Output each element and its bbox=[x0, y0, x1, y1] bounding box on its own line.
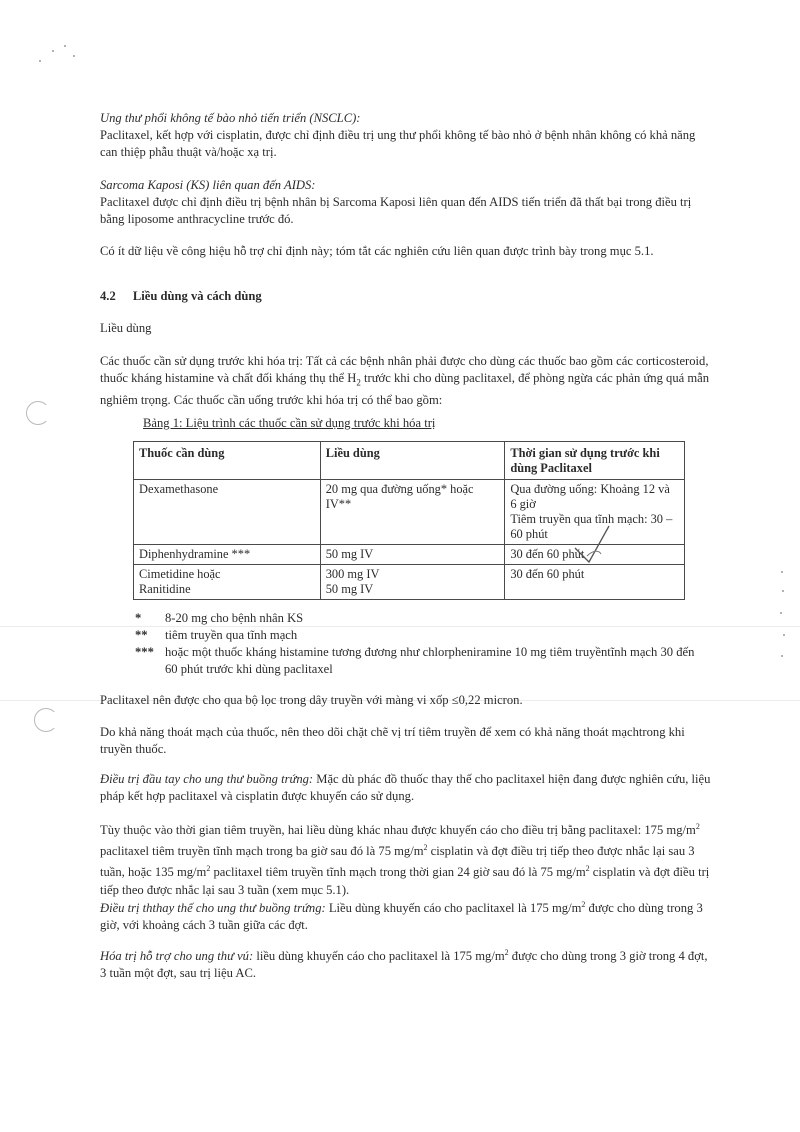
table-cell: 300 mg IV 50 mg IV bbox=[320, 565, 505, 600]
footnote-text: tiêm truyền qua tĩnh mạch bbox=[165, 628, 298, 642]
ovarian-second-line-text: Liều dùng khuyến cáo cho paclitaxel là 175 mg/m bbox=[325, 901, 582, 916]
kaposi-heading: Sarcoma Kaposi (KS) liên quan đến AIDS: bbox=[100, 178, 316, 192]
dosing-text: cisplatin và đợt điều trị tiếp theo được nhắc lại sau 3 tuần, hoặc 135 mg/m bbox=[100, 844, 695, 880]
table-cell: 50 mg IV bbox=[320, 545, 505, 565]
efficacy-note: Có ít dữ liệu về công hiệu hỗ trợ chỉ định này; tóm tắt các nghiên cứu liên quan được trình bày trong mục 5.1. bbox=[100, 244, 654, 258]
table-cell: Dexamethasone bbox=[134, 480, 321, 545]
superscript: 2 bbox=[695, 822, 700, 831]
speck bbox=[52, 50, 54, 52]
ovarian-first-line-lead: Điều trị đầu tay cho ung thư buồng trứng: bbox=[100, 772, 314, 786]
table-cell: 30 đến 60 phút bbox=[505, 565, 685, 600]
premed-subscript: 2 bbox=[356, 377, 361, 388]
speck bbox=[781, 571, 783, 573]
kaposi-body: Paclitaxel được chỉ định điều trị bệnh nhân bị Sarcoma Kaposi liên quan đến AIDS tiến triển đã thất bại trong điều trị bằng liposome anthracycline trước đó. bbox=[100, 195, 692, 226]
speck bbox=[783, 634, 785, 636]
superscript: 2 bbox=[206, 864, 211, 874]
footnote-mark: * bbox=[135, 611, 142, 625]
table-cell: 20 mg qua đường uống* hoặc IV** bbox=[320, 480, 505, 545]
ovarian-second-line-text: được cho dùng trong 3 giờ, với khoảng cách 3 tuần giữa các đợt. bbox=[100, 901, 703, 933]
breast-adjuvant-paragraph bbox=[100, 944, 712, 982]
scan-line bbox=[0, 626, 800, 627]
speck bbox=[780, 612, 782, 614]
speck bbox=[73, 55, 75, 57]
breast-adjuvant-lead: Hóa trị hỗ trợ cho ung thư vú: bbox=[100, 949, 254, 964]
nsclc-heading: Ung thư phổi không tế bào nhỏ tiến triển (NSCLC): bbox=[100, 111, 361, 125]
premed-text-a: Các thuốc cần sử dụng trước khi hóa trị: Tất cả các bệnh nhân phải được cho dùng các thuốc bao gồm các corticosteroid, thuốc kháng histamine và chất đối kháng thụ thể H bbox=[100, 354, 709, 385]
premedication-paragraph bbox=[100, 353, 712, 409]
table-cell: Cimetidine hoặc Ranitidine bbox=[134, 565, 321, 600]
footnote-text: hoặc một thuốc kháng histamine tương đương như chlorpheniramine 10 mg tiêm truyềntĩnh mạch 30 đến 60 phút trước khi dùng paclitaxel bbox=[165, 645, 695, 676]
filter-note: Paclitaxel nên được cho qua bộ lọc trong dây truyền với màng vi xốp ≤0,22 micron. bbox=[100, 693, 523, 707]
footnote-text: 8-20 mg cho bệnh nhân KS bbox=[165, 611, 304, 625]
superscript: 2 bbox=[504, 948, 509, 957]
table-cell: Diphenhydramine *** bbox=[134, 545, 321, 565]
dosing-text: paclitaxel tiêm truyền tĩnh mạch trong thời gian 24 giờ sau đó là 75 mg/m bbox=[210, 865, 586, 880]
table-cell: Qua đường uống: Khoảng 12 và 6 giờ Tiêm truyền qua tĩnh mạch: 30 – 60 phút bbox=[505, 480, 685, 545]
ovarian-second-line-paragraph bbox=[100, 896, 712, 934]
ovarian-second-line-lead: Điều trị ththay thế cho ung thư buồng trứng: bbox=[100, 901, 326, 916]
superscript: 2 bbox=[581, 900, 586, 909]
footnote bbox=[135, 644, 705, 678]
nsclc-body: Paclitaxel, kết hợp với cisplatin, được chỉ định điều trị ung thư phổi không tế bào nhỏ ở bệnh nhân không có khả năng can thiệp phẫu thuật và/hoặc xạ trị. bbox=[100, 128, 696, 159]
speck bbox=[39, 60, 41, 62]
section-title: Liều dùng và cách dùng bbox=[132, 289, 262, 303]
dosing-text: Tùy thuộc vào thời gian tiêm truyền, hai liều dùng khác nhau được khuyến cáo cho điều trị bằng paclitaxel: 175 mg/m bbox=[100, 823, 696, 838]
table-header-cell: Liều dùng bbox=[320, 442, 505, 480]
table-header-cell: Thuốc cần dùng bbox=[134, 442, 321, 480]
dosing-text: paclitaxel tiêm truyền tĩnh mạch trong ba giờ sau đó là 75 mg/m bbox=[100, 844, 424, 859]
speck bbox=[64, 45, 66, 47]
monitor-note: Do khả năng thoát mạch của thuốc, nên theo dõi chặt chẽ vị trí tiêm truyền để xem có khả năng thoát mạchtrong khi truyền thuốc. bbox=[100, 725, 685, 756]
footnote-mark: *** bbox=[135, 645, 154, 659]
section-number: 4.2 bbox=[100, 289, 116, 303]
subheading-dosage: Liều dùng bbox=[100, 321, 152, 335]
table-cell: 30 đến 60 phút bbox=[505, 545, 685, 565]
speck bbox=[782, 590, 784, 592]
handwritten-check-mark bbox=[565, 520, 625, 570]
breast-adjuvant-text: liều dùng khuyến cáo cho paclitaxel là 175 mg/m bbox=[253, 949, 505, 964]
dosing-text: cisplatin và đợt điều trị tiếp theo được nhắc lại sau 3 tuần (xem mục 5.1). bbox=[100, 865, 710, 897]
speck bbox=[781, 655, 783, 657]
premed-text-b: trước khi cho dùng paclitaxel, để phòng ngừa các phản ứng quá mẫn nghiêm trọng. Các thuốc cần uống trước khi hóa trị có thể bao gồm: bbox=[100, 371, 710, 407]
table-header-cell: Thời gian sử dụng trước khi dùng Paclitaxel bbox=[505, 442, 685, 480]
dosing-options-paragraph bbox=[100, 818, 712, 899]
ovarian-first-line-text: Mặc dù phác đồ thuốc thay thế cho paclitaxel hiện đang được nghiên cứu, liệu pháp kết hợp paclitaxel và cisplatin được khuyến cáo sử dụng. bbox=[100, 772, 711, 803]
table-header-row bbox=[134, 442, 685, 480]
footnote bbox=[135, 610, 303, 627]
superscript: 2 bbox=[423, 843, 428, 853]
footnote-mark: ** bbox=[135, 628, 148, 642]
punch-hole bbox=[26, 401, 50, 425]
footnote bbox=[135, 627, 297, 644]
superscript: 2 bbox=[585, 864, 590, 874]
ovarian-first-line-paragraph bbox=[100, 771, 712, 805]
breast-adjuvant-text: được cho dùng trong 3 giờ trong 4 đợt, 3 tuần một đợt, sau trị liệu AC. bbox=[100, 949, 708, 981]
table-caption: Bảng 1: Liệu trình các thuốc cần sử dụng trước khi hóa trị bbox=[143, 416, 436, 430]
section-heading bbox=[100, 288, 262, 305]
punch-hole bbox=[34, 708, 58, 732]
